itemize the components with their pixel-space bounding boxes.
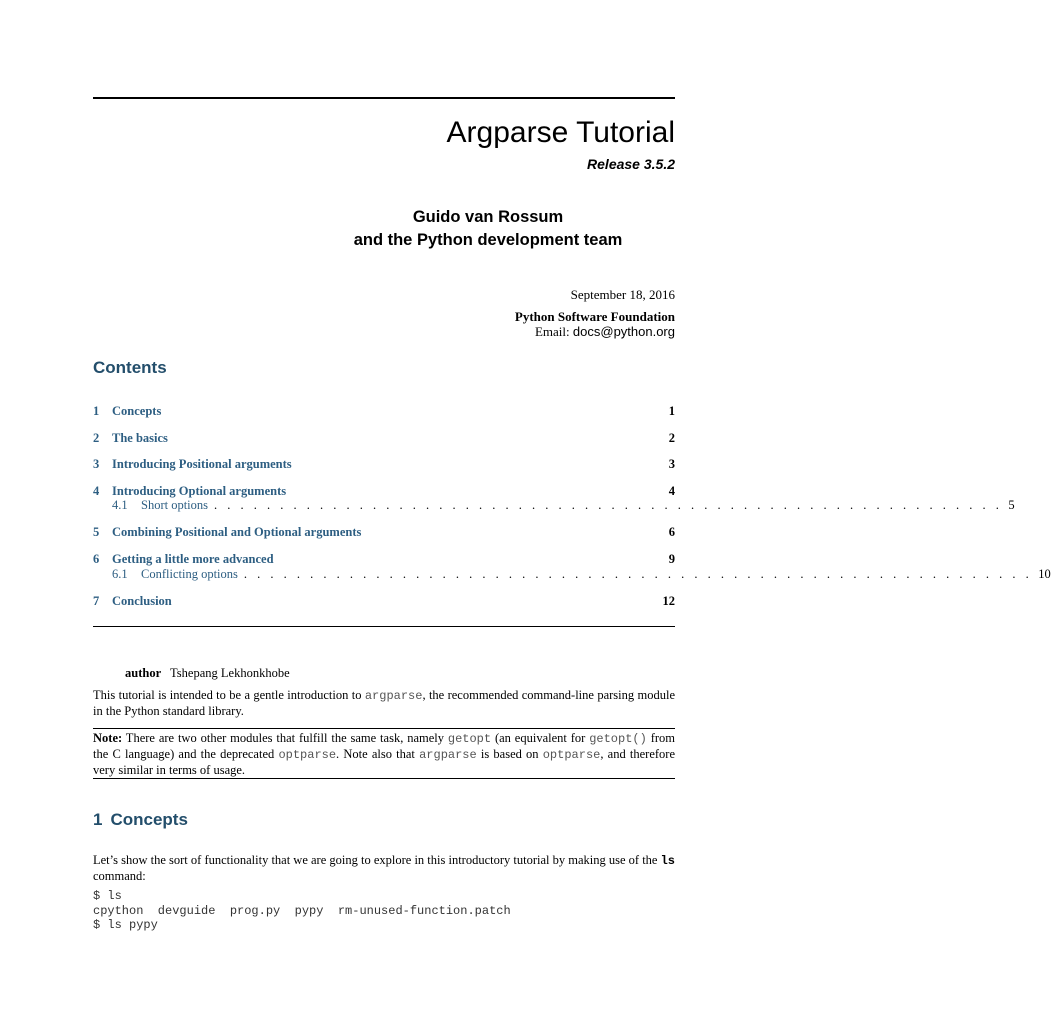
toc-number: 6.1	[112, 567, 128, 581]
toc-number: 5	[93, 525, 100, 539]
toc-number: 6	[93, 552, 100, 566]
toc-entry[interactable]	[93, 457, 675, 473]
author-line-2: and the Python development team	[353, 231, 623, 249]
toc-page: 6	[668, 525, 675, 539]
toc-number: 1	[93, 404, 100, 418]
toc-subentry[interactable]	[112, 498, 1015, 514]
email-line	[535, 324, 675, 340]
toc-page: 9	[668, 552, 675, 566]
toc-leader-dots: . . . . . . . . . . . . . . . . . . . . . . . . . . . . . . . . . . . . . . . . . . . . . . . . . . . . . . . . . . . .	[214, 498, 1003, 512]
toc-number: 4.1	[112, 498, 128, 512]
note-label: Note:	[93, 731, 123, 745]
release-label: Release 3.5.2	[587, 156, 675, 172]
inline-code[interactable]: optparse	[278, 748, 337, 762]
toc-page: 12	[662, 594, 675, 608]
author-field	[125, 666, 290, 681]
section-title: Concepts	[110, 810, 188, 829]
contents-rule	[93, 626, 675, 627]
inline-code[interactable]: optparse	[542, 748, 601, 762]
toc-entry[interactable]	[93, 552, 675, 568]
toc-page: 1	[668, 404, 675, 418]
toc-page: 10	[1038, 567, 1051, 581]
section-paragraph: Let’s show the sort of functionality that we are going to explore in this introductory tutorial by making use of the ls command:	[93, 853, 675, 883]
note-bottom-rule	[93, 778, 675, 779]
note-top-rule	[93, 728, 675, 729]
inline-code[interactable]: argparse	[364, 689, 423, 703]
toc-number: 4	[93, 484, 100, 498]
toc-entry[interactable]	[93, 404, 675, 420]
author-line-1: Guido van Rossum	[412, 208, 564, 226]
toc-label: Concepts	[112, 404, 162, 418]
email-label: Email:	[534, 324, 570, 339]
section-heading	[93, 810, 188, 830]
toc-page: 4	[668, 484, 675, 498]
code-line: $ ls	[93, 889, 122, 903]
inline-code[interactable]: argparse	[419, 748, 477, 762]
code-block	[93, 889, 511, 933]
toc-label: The basics	[112, 431, 168, 445]
toc-label: Introducing Positional arguments	[112, 457, 292, 471]
note-box: Note: There are two other modules that fulfill the same task, namely getopt (an equivalent for getopt() from the C language) and the deprecated optparse. Note also that argparse is based on optparse, and therefore very similar in terms of usage.	[93, 731, 675, 777]
toc-label: Introducing Optional arguments	[112, 484, 287, 498]
author-name: Tshepang Lekhonkhobe	[170, 666, 290, 680]
toc-page: 2	[668, 431, 675, 445]
authors	[308, 206, 668, 252]
email-link[interactable]: docs@python.org	[572, 324, 675, 339]
top-rule	[93, 97, 675, 99]
toc-subentry[interactable]	[112, 567, 1051, 583]
toc-label: Getting a little more advanced	[112, 552, 274, 566]
toc-page: 3	[668, 457, 675, 471]
code-line: cpython devguide prog.py pypy rm-unused-function.patch	[93, 903, 511, 918]
organization: Python Software Foundation	[514, 309, 675, 324]
inline-code[interactable]: ls	[660, 854, 675, 868]
code-line: $ ls pypy	[93, 918, 158, 932]
toc-label: Combining Positional and Optional arguments	[112, 525, 362, 539]
author-label: author	[125, 666, 162, 680]
toc-leader-dots: . . . . . . . . . . . . . . . . . . . . . . . . . . . . . . . . . . . . . . . . . . . . . . . . . . . . . . . . . . . .	[243, 567, 1033, 581]
contents-heading: Contents	[93, 358, 167, 377]
toc-number: 2	[93, 431, 100, 445]
toc-label: Short options	[141, 498, 209, 512]
toc-page: 5	[1008, 498, 1015, 512]
intro-paragraph: This tutorial is intended to be a gentle introduction to argparse, the recommended command-line parsing module in the Python standard library.	[93, 688, 675, 718]
toc-label: Conflicting options	[141, 567, 238, 581]
toc-number: 7	[93, 594, 100, 608]
inline-code[interactable]: getopt()	[589, 732, 647, 746]
inline-code[interactable]: getopt	[447, 732, 492, 746]
toc-entry[interactable]	[93, 594, 675, 610]
publication-date: September 18, 2016	[570, 287, 675, 302]
document-title: Argparse Tutorial	[446, 116, 675, 149]
toc-entry[interactable]	[93, 525, 675, 541]
section-number: 1	[93, 810, 103, 829]
toc-number: 3	[93, 457, 100, 471]
toc-entry[interactable]	[93, 431, 675, 447]
toc-label: Conclusion	[112, 594, 172, 608]
